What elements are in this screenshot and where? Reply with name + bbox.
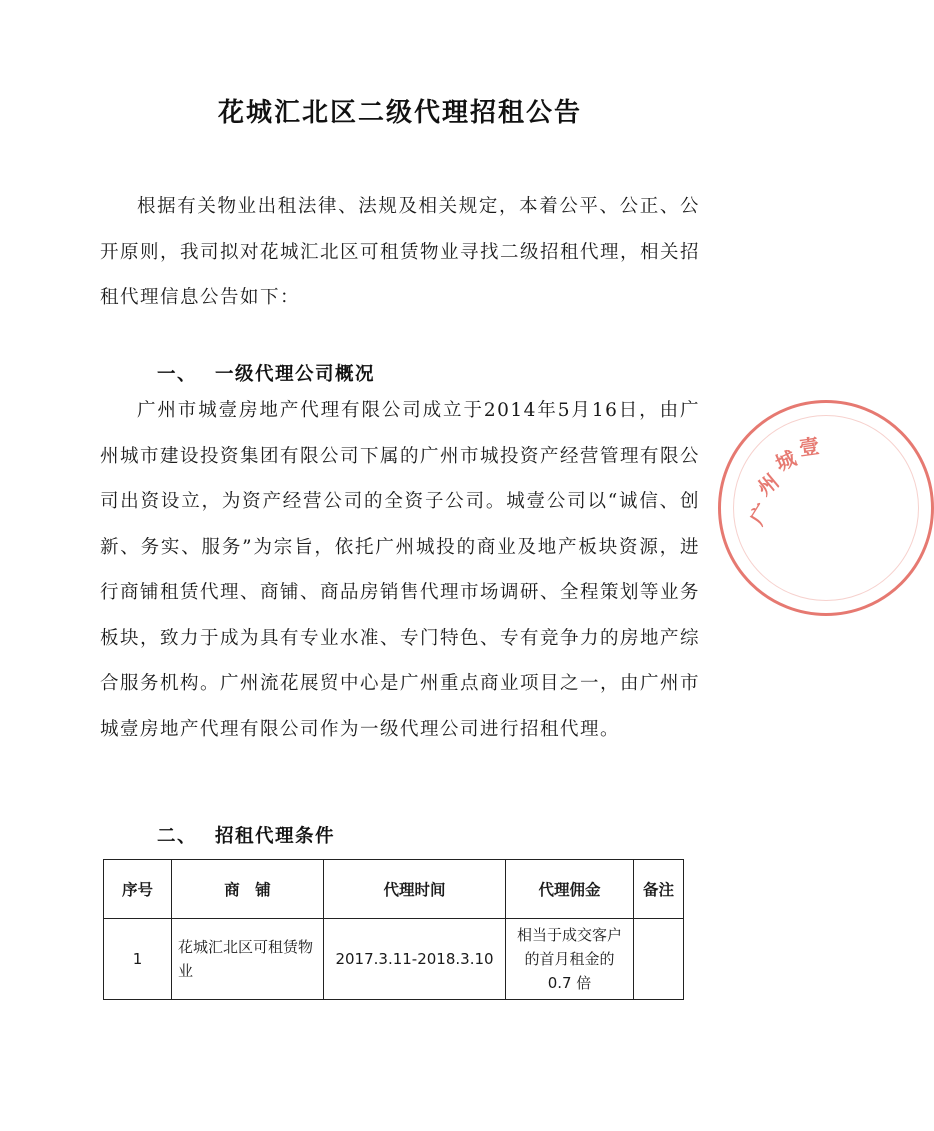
cell-commission: 相当于成交客户的首月租金的 0.7 倍 [506, 919, 634, 1000]
section1-heading [157, 360, 375, 386]
section2-title: 招租代理条件 [215, 826, 336, 847]
header-remark: 备注 [634, 860, 684, 919]
header-index: 序号 [104, 860, 172, 919]
section2-number: 二、 [157, 826, 198, 847]
section1-number: 一、 [157, 364, 198, 385]
header-commission: 代理佣金 [506, 860, 634, 919]
intro-paragraph: 根据有关物业出租法律、法规及相关规定，本着公平、公正、公开原则，我司拟对花城汇北区可租赁物业寻找二级招租代理，相关招租代理信息公告如下： [100, 196, 701, 308]
company-seal: 广 州 城 壹 [718, 400, 934, 616]
cell-remark [634, 919, 684, 1000]
document-title: 花城汇北区二级代理招租公告 [217, 98, 582, 128]
terms-table [103, 859, 684, 1000]
cell-index: 1 [104, 919, 172, 1000]
cell-period: 2017.3.11-2018.3.10 [324, 919, 506, 1000]
table-header-row [104, 860, 684, 919]
cell-shop: 花城汇北区可租赁物业 [172, 919, 324, 1000]
header-period: 代理时间 [324, 860, 506, 919]
table-row [104, 919, 684, 1000]
header-shop: 商 铺 [172, 860, 324, 919]
section1-title: 一级代理公司概况 [215, 364, 376, 385]
section2-heading [157, 822, 335, 848]
section1-paragraph: 广州市城壹房地产代理有限公司成立于2014年5月16日，由广州城市建设投资集团有限公司下属的广州市城投资产经营管理有限公司出资设立，为资产经营公司的全资子公司。城壹公司以“诚信、创新、务实、服务”为宗旨，依托广州城投的商业及地产板块资源，进行商铺租赁代理、商铺、商品房销售代理市场调研、全程策划等业务板块，致力于成为具有专业水准、专门特色、专有竞争力的房地产综合服务机构。广州流花展贸中心是广州重点商业项目之一，由广州市城壹房地产代理有限公司作为一级代理公司进行招租代理。 [100, 400, 701, 740]
